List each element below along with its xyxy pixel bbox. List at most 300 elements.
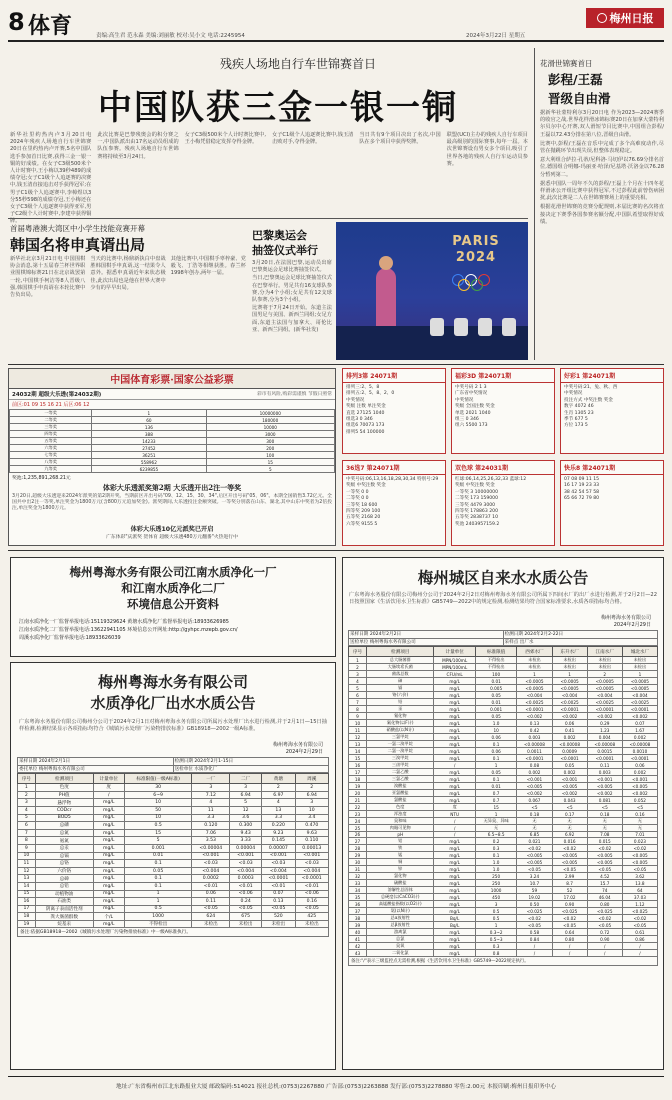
table-cell: <0.004 — [192, 867, 230, 875]
table-cell: 18 — [18, 913, 36, 921]
table-cell: 七等奖 — [10, 452, 92, 459]
table-row — [349, 748, 658, 755]
table-cell: 0.05 — [475, 692, 517, 699]
table-cell: <0.001 — [230, 852, 262, 860]
table-cell: 6~9 — [124, 791, 192, 799]
table-cell: 0.145 — [262, 837, 295, 845]
table-cell: pH — [367, 832, 434, 838]
table-cell: 3.3 — [262, 814, 295, 822]
table-header-row — [18, 774, 329, 784]
table-cell: 总镉 — [35, 852, 93, 860]
table-cell: 15 — [475, 804, 517, 811]
table-cell: 锰 — [367, 852, 434, 859]
lottery-box-line: 直选 27125 1040 — [346, 410, 385, 416]
table-cell: 0.86 — [622, 936, 657, 943]
table-cell: 558962 — [92, 459, 206, 466]
table-cell: <0.01 — [262, 882, 295, 890]
table-row — [18, 867, 329, 875]
lottery-box-line: 四等奖 209 100 — [346, 509, 381, 515]
tapwater-table — [348, 646, 658, 957]
table-cell: <0.005 — [517, 783, 552, 790]
table-cell: 石油类 — [35, 898, 93, 906]
table-cell: 0.3 — [475, 845, 517, 852]
lottery-box-line: 07 08 09 11 15 — [564, 477, 600, 482]
table-cell: mg/L — [93, 814, 124, 822]
table-cell: 1 — [124, 898, 192, 906]
table-cell: 2 — [295, 784, 328, 792]
table-cell: 0.5~3 — [475, 936, 517, 943]
table-cell: 总α放射性 — [367, 915, 434, 922]
table-cell: 29 — [349, 852, 367, 859]
table-cell: / — [434, 762, 475, 769]
table-row — [349, 783, 658, 790]
table-cell: 1.12 — [622, 901, 657, 908]
table-cell: 0.05 — [124, 867, 192, 875]
table-cell: 3000 — [206, 431, 334, 438]
table-cell: mg/L — [434, 936, 475, 943]
lottery-box-line: 一等奖 0 0 — [346, 489, 369, 495]
lottery-box-line: 二等奖 0 0 — [346, 496, 369, 502]
table-cell: 0.001 — [124, 844, 192, 852]
table-cell: <0.00008 — [587, 741, 622, 748]
table-row — [349, 720, 658, 727]
table-cell: 624 — [192, 913, 230, 921]
table-row — [349, 790, 658, 797]
table-cell: 6.5~8.5 — [475, 832, 517, 838]
table-cell: mg/L — [93, 875, 124, 883]
table-cell: 28 — [349, 845, 367, 852]
dlt-title: 24032期 超级大乐透(第24032期) — [12, 392, 102, 398]
table-row — [18, 875, 329, 883]
table-cell: 6.85 — [517, 832, 552, 838]
table-cell: 250 — [475, 880, 517, 887]
lottery-box-line: 五等奖 2168 20 — [346, 515, 381, 521]
table-cell: 100 — [206, 452, 334, 459]
table-row — [349, 908, 658, 915]
table-cell: 20 — [349, 790, 367, 797]
table-header-row — [349, 647, 658, 657]
table-cell: 10000 — [206, 424, 334, 431]
table-cell: <0.0005 — [622, 685, 657, 692]
lottery-box-line: 单选 2021 1040 — [455, 410, 491, 416]
table-cell: 0.1 — [124, 860, 192, 868]
table-cell: mg/L — [93, 867, 124, 875]
table-cell: <0.05 — [517, 922, 552, 929]
table-cell: 52 — [552, 887, 587, 894]
table-cell: 50 — [124, 806, 192, 814]
table-cell: 3 — [230, 784, 262, 792]
table-cell: 肉眼可见物 — [367, 825, 434, 832]
table-cell: <0.004 — [552, 692, 587, 699]
table-cell: <0.01 — [230, 882, 262, 890]
table-row — [349, 685, 658, 692]
table-cell: <0.02 — [587, 845, 622, 852]
table-row — [349, 776, 658, 783]
column-header: 周溪 — [295, 774, 328, 784]
table-cell: 五等奖 — [10, 438, 92, 445]
table-row — [349, 894, 658, 901]
table-cell: <0.004 — [517, 692, 552, 699]
table-cell: 2 — [349, 664, 367, 671]
table-cell: 0.18 — [517, 811, 552, 818]
lottery-box-title: 好彩1 第24071期 — [561, 369, 663, 383]
table-cell: 9.23 — [262, 829, 295, 837]
table-cell: 0.004 — [587, 734, 622, 741]
table-cell: / — [587, 943, 622, 950]
table-cell: <0.025 — [622, 908, 657, 915]
dlt-promo-note: 广东体彩"庆派奖 贺体育 超级大乐透480万元翻番"火热进行中 — [106, 535, 238, 540]
skating-paragraph: 据新华社蒙特利尔3月20日电 作为2023—2024赛季的收官之战,世界花样滑冰锦标赛20日在加拿大蒙特利尔贝尔中心开赛,双人滑短节目比赛中,中国组合彭程/王磊以72.43分排在第八位,晋级自由滑。 — [540, 110, 664, 138]
lottery-box-line: 三等奖 4479 3000 — [455, 502, 496, 508]
table-cell: mg/L — [434, 929, 475, 936]
table-row — [18, 882, 329, 890]
table-cell: 一等奖 — [10, 410, 92, 417]
table-cell: 0.016 — [552, 838, 587, 845]
table-cell: <0.03 — [262, 860, 295, 868]
table-cell: <0.0005 — [517, 678, 552, 685]
table-cell: 氨(以N计) — [367, 908, 434, 915]
table-row — [18, 822, 329, 830]
table-cell: 铝 — [367, 838, 434, 845]
table-cell: 14 — [18, 882, 36, 890]
table-row — [18, 806, 329, 814]
table-cell: 0.002 — [552, 769, 587, 776]
table-cell: 硝酸盐(以N计) — [367, 727, 434, 734]
table-cell: 16 — [349, 762, 367, 769]
table-cell: 6 — [18, 822, 36, 830]
lottery-result-box — [560, 460, 664, 546]
table-cell: 度 — [434, 804, 475, 811]
table-cell: 三氯乙酸 — [367, 776, 434, 783]
table-row — [349, 699, 658, 706]
table-cell: 675 — [230, 913, 262, 921]
lottery-box-line: 三等奖 18 600 — [346, 502, 378, 508]
table-cell: 0.11 — [587, 762, 622, 769]
table-cell: 0.5 — [475, 915, 517, 922]
table-cell: mg/L — [434, 720, 475, 727]
table-cell: mg/L — [93, 860, 124, 868]
table-cell: 41 — [349, 936, 367, 943]
table-cell: 12 — [230, 806, 262, 814]
table-cell: 7.08 — [587, 832, 622, 838]
table-cell: 5 — [206, 466, 334, 473]
table-cell: 425 — [295, 913, 328, 921]
table-cell: 10 — [475, 727, 517, 734]
table-cell: <0.025 — [587, 908, 622, 915]
table-cell: 六价铬 — [35, 867, 93, 875]
table-cell: <0.01 — [192, 882, 230, 890]
dlt-numbers: 前区:01 09 15 16 21 后区:06 12 — [12, 402, 90, 408]
table-cell: 1 — [475, 811, 517, 818]
table-cell: <0.00008 — [622, 741, 657, 748]
table-cell: mg/L — [434, 776, 475, 783]
table-cell: 19 — [18, 920, 36, 928]
table-cell: 亚氯酸盐 — [367, 790, 434, 797]
table-cell: <0.002 — [517, 790, 552, 797]
table-cell: 锌 — [367, 866, 434, 873]
table-cell: mg/L — [93, 806, 124, 814]
column-header: 城北水厂 — [622, 647, 657, 657]
table-row — [349, 825, 658, 832]
table-cell: 镉 — [367, 685, 434, 692]
column-header: 西郊水厂 — [517, 647, 552, 657]
table-cell: <0.05 — [587, 866, 622, 873]
table-cell: mg/L — [434, 699, 475, 706]
table-cell: / — [622, 943, 657, 950]
table-cell: 17.02 — [552, 894, 587, 901]
table-cell: 0.17 — [552, 811, 587, 818]
table-row — [349, 769, 658, 776]
draw-pot — [478, 318, 492, 336]
masthead-badge — [586, 8, 664, 28]
table-cell: <0.002 — [587, 713, 622, 720]
lottery-box-line: 16 17 19 23 33 — [564, 483, 600, 489]
table-row — [349, 859, 658, 866]
table-cell: 0.003 — [517, 734, 552, 741]
lottery-box-line: 中奖情况 — [455, 397, 474, 403]
table-row — [349, 943, 658, 950]
table-row — [10, 410, 335, 417]
table-cell: <0.005 — [517, 859, 552, 866]
table-cell: 0.043 — [552, 797, 587, 804]
table-cell: 硫酸盐 — [367, 880, 434, 887]
table-cell: 无 — [517, 825, 552, 832]
table-cell: 0.015 — [587, 838, 622, 845]
table-cell: 2 — [262, 784, 295, 792]
table-row — [349, 929, 658, 936]
table-cell: 0.13 — [262, 898, 295, 906]
weiqi-paragraph: 当天的比赛中,杨鼎新执白中盘战胜韩国棋手申真谞,这一结果令人意外。据悉申真谞近年来状态极佳,此次出局也是他在世界大赛中少有的早早出局。 — [90, 256, 166, 291]
table-cell: 总磷 — [35, 822, 93, 830]
env-notice-title-1: 梅州粤海水务有限公司江南水质净化一厂 — [69, 565, 277, 579]
table-cell: 23 — [349, 811, 367, 818]
table-cell: 四等奖 — [10, 431, 92, 438]
table-cell: / — [517, 950, 552, 957]
table-cell: 8 — [18, 837, 36, 845]
table-cell: 总氯 — [367, 936, 434, 943]
table-cell: 色度 — [367, 804, 434, 811]
table-cell: 18 — [349, 776, 367, 783]
wastewater-meta-table — [17, 757, 329, 773]
table-cell: 无 — [587, 825, 622, 832]
lottery-box-line: 组三 0 346 — [455, 417, 479, 423]
table-cell: <0.001 — [552, 776, 587, 783]
table-cell: <0.005 — [587, 859, 622, 866]
column-header: 二厂 — [230, 774, 262, 784]
table-cell: 1.67 — [622, 727, 657, 734]
paris-title-1: 巴黎奥运会 — [252, 229, 307, 242]
table-row — [349, 866, 658, 873]
table-cell: 悬浮物 — [35, 799, 93, 807]
table-cell: <0.0025 — [587, 699, 622, 706]
table-cell: <0.0005 — [552, 685, 587, 692]
table-row — [18, 814, 329, 822]
table-cell: <0.005 — [552, 783, 587, 790]
table-cell: <0.03 — [192, 860, 230, 868]
table-cell: 15 — [206, 459, 334, 466]
paris-title-2: 抽签仪式举行 — [252, 244, 318, 257]
table-cell: mg/L — [434, 769, 475, 776]
table-cell: Bq/L — [434, 922, 475, 929]
table-cell: mg/L — [434, 685, 475, 692]
table-cell: 3.3 — [192, 814, 230, 822]
table-cell: / — [622, 950, 657, 957]
table-cell: 无异臭、异味 — [475, 818, 517, 825]
table-cell: 砷 — [367, 678, 434, 685]
table-cell: 36251 — [92, 452, 206, 459]
table-cell: 1 — [622, 671, 657, 678]
table-cell: 三氯甲烷 — [367, 734, 434, 741]
table-cell: <0.004 — [295, 867, 328, 875]
table-cell: 0.0010 — [622, 748, 657, 755]
table-cell: 2 — [587, 671, 622, 678]
tapwater-intro: 广东粤海水务股份有限公司梅州分公司于2024年2月2日对梅州粤海水务有限公司所属下四间水厂的出厂水进行检测,并于2月2日—22日按照国家《生活饮用水卫生标准》GB5749—2022中的规定检测,检测结果均符合国家标准要求,水质各项指标均合格。 — [349, 592, 657, 606]
table-cell: 浑浊度 — [367, 811, 434, 818]
table-cell: 总β放射性 — [367, 922, 434, 929]
table-cell: 0.0011 — [517, 748, 552, 755]
column-header: 检测项目 — [367, 647, 434, 657]
page-header — [8, 6, 664, 40]
table-row — [349, 915, 658, 922]
table-cell: 1.0 — [475, 720, 517, 727]
table-cell: 1.23 — [587, 727, 622, 734]
table-cell: 13 — [262, 806, 295, 814]
table-cell: mg/L — [434, 797, 475, 804]
table-cell: 未检出 — [622, 664, 657, 671]
table-cell: 21 — [349, 797, 367, 804]
skating-paragraph: 据悉中国队一周年不久的彭程/王磊上个月在十四冬花样滑冰公开组比赛中获得冠军,不过彭程此前曾伤病困扰,此次比赛是二人在世锦赛赛场上的重要亮相。 — [540, 180, 664, 202]
lottery-box-line: 数字 4072 46 — [564, 404, 594, 410]
lottery-box-line: 排列三:2、5、8 — [346, 385, 380, 390]
table-cell: 12 — [349, 734, 367, 741]
column-header: 检测项目 — [35, 774, 93, 784]
table-cell: 0.002 — [517, 769, 552, 776]
skating-paragraph: 比赛中,彭程/王磊在音乐中完成了多个高难度动作,尽管在抛跳环节出现失误,但整体表现稳定。 — [540, 140, 664, 155]
table-cell: NTU — [434, 811, 475, 818]
table-cell: 未检出 — [587, 657, 622, 664]
table-row — [18, 829, 329, 837]
table-cell: 10 — [124, 814, 192, 822]
table-cell: 10 — [349, 720, 367, 727]
wastewater-table — [17, 773, 329, 928]
table-cell: mg/L — [434, 894, 475, 901]
table-cell: 36 — [349, 901, 367, 908]
table-cell: 4.52 — [587, 873, 622, 880]
table-cell: 0.5 — [124, 822, 192, 830]
dlt-promo-subtitle: 体彩大乐透10亿元派奖已开启 — [130, 526, 214, 533]
table-cell: mg/L — [434, 852, 475, 859]
table-row — [349, 880, 658, 887]
table-cell: <0.004 — [587, 692, 622, 699]
table-cell: 4 — [18, 806, 36, 814]
lottery-box-line: 方位 173 5 — [564, 423, 588, 429]
table-cell: 三卤甲烷 — [367, 762, 434, 769]
table-row — [349, 901, 658, 908]
table-cell: mg/L — [93, 844, 124, 852]
table-cell: 180000 — [206, 417, 334, 424]
table-cell: 铅 — [367, 699, 434, 706]
lottery-box-line: 中奖号码:21、兔、秋、西 — [564, 385, 618, 390]
table-row — [18, 837, 329, 845]
table-cell: 未检出 — [587, 664, 622, 671]
table-cell: 色度 — [35, 784, 93, 792]
table-cell: 不得检出 — [124, 920, 192, 928]
table-cell: 38 — [349, 915, 367, 922]
table-row — [349, 664, 658, 671]
meta-cell: 检测日期 2024年2月1-15日 — [173, 758, 329, 766]
table-cell: 烷基汞 — [35, 920, 93, 928]
table-cell: 0.24 — [230, 898, 262, 906]
table-cell: 27452 — [92, 445, 206, 452]
table-cell: 0.7 — [475, 797, 517, 804]
table-cell: / — [434, 832, 475, 838]
table-cell: <0.02 — [622, 915, 657, 922]
skating-kicker: 花滑世锦赛首日 — [540, 59, 593, 68]
table-cell: 9.43 — [230, 829, 262, 837]
table-cell: 二等奖 — [10, 417, 92, 424]
meta-cell: 采样日期 2024年2月2日 — [349, 631, 504, 639]
table-cell: / — [434, 818, 475, 825]
paris-paragraph: 3月20日,在法国巴黎,运动员出席巴黎奥运会足球比赛抽签仪式。 — [252, 260, 332, 274]
table-cell: 0.84 — [517, 936, 552, 943]
table-cell: 0.0015 — [587, 748, 622, 755]
table-cell: 0.300 — [230, 822, 262, 830]
table-cell: 25 — [349, 825, 367, 832]
table-cell: 0.001 — [475, 706, 517, 713]
table-cell: 0.18 — [587, 811, 622, 818]
table-cell: 17 — [349, 769, 367, 776]
tapwater-title: 梅州城区自来水水质公告 — [417, 568, 589, 587]
table-cell: 1000 — [475, 887, 517, 894]
table-cell: 0.0003 — [230, 875, 262, 883]
draw-pot — [502, 318, 516, 336]
lottery-box-line: 中奖情况 — [346, 397, 365, 403]
table-cell: <0.001 — [622, 776, 657, 783]
table-cell: mg/L — [434, 748, 475, 755]
table-row — [10, 438, 335, 445]
lottery-box-line: 红球:06,14,25,26,32,33 蓝球:12 — [455, 477, 527, 482]
table-cell: 八等奖 — [10, 459, 92, 466]
table-cell: <0.002 — [622, 790, 657, 797]
table-cell: mg/L — [93, 837, 124, 845]
table-cell: 0.470 — [295, 822, 328, 830]
lead-paragraph: 此次比赛是巴黎残奥会的积分赛之一,中国队派出由17名运动员组成的队伍参赛。残疾人场地自行车世锦赛将持续至3月24日。 — [97, 132, 179, 160]
table-cell: 0.06 — [622, 762, 657, 769]
table-cell: mg/L — [434, 727, 475, 734]
table-cell: 6 — [349, 692, 367, 699]
table-row — [18, 784, 329, 792]
table-cell: <0.0001 — [587, 755, 622, 762]
table-cell: 14 — [349, 748, 367, 755]
table-cell: 0.64 — [552, 929, 587, 936]
table-cell: 粪大肠菌群数 — [35, 913, 93, 921]
table-cell: 不得检出 — [475, 657, 517, 664]
table-cell: 1 — [475, 922, 517, 929]
table-cell: 阴离子表面活性剂 — [35, 905, 93, 913]
table-cell: 2.99 — [552, 873, 587, 880]
table-cell: CFU/mL — [434, 671, 475, 678]
lottery-box-line: 组选6 70073 173 — [346, 423, 385, 429]
table-cell: <0.05 — [587, 922, 622, 929]
table-cell: 250 — [475, 873, 517, 880]
table-cell: 300 — [206, 438, 334, 445]
table-row — [349, 852, 658, 859]
table-cell: 不得检出 — [475, 664, 517, 671]
table-cell: 二氯乙酸 — [367, 769, 434, 776]
lottery-result-box — [451, 368, 555, 454]
table-cell: 0.90 — [552, 901, 587, 908]
table-cell: 无 — [475, 825, 517, 832]
